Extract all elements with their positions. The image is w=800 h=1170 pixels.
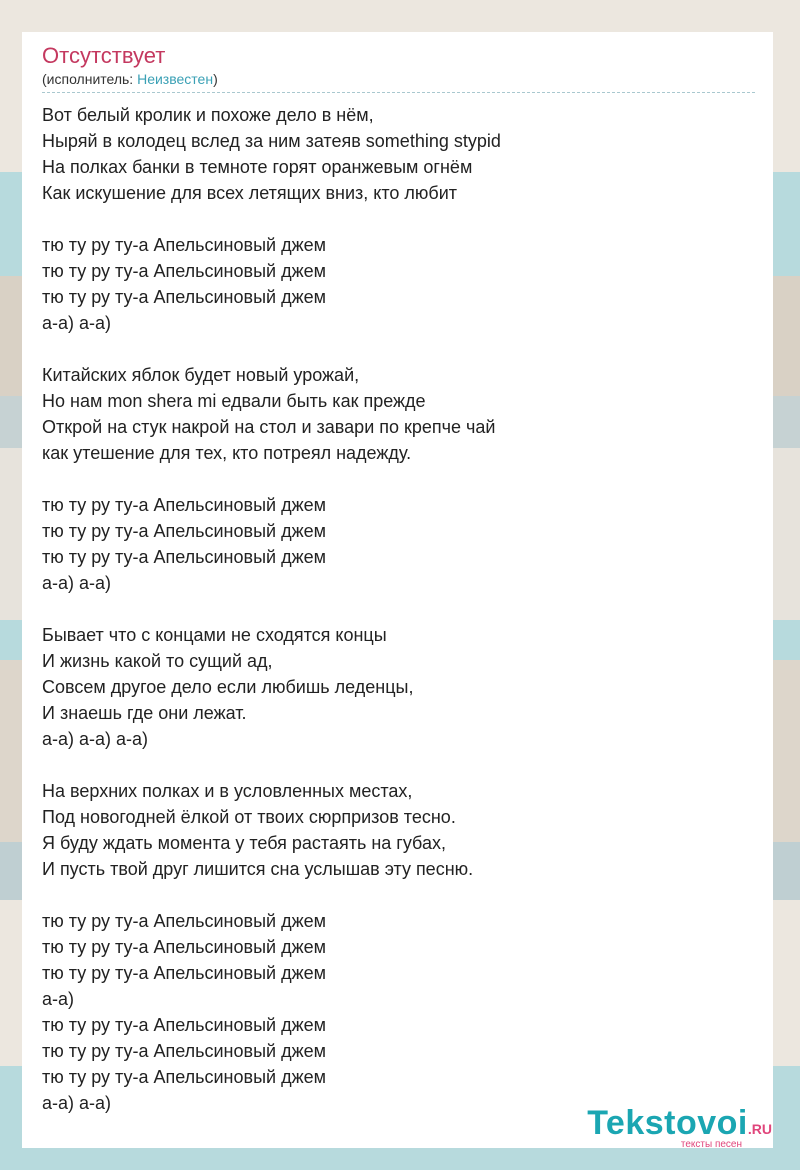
lyric-line: Открой на стук накрой на стол и завари по крепче чай xyxy=(42,417,496,437)
lyric-line: Китайских яблок будет новый урожай, xyxy=(42,365,360,385)
stanza-gap xyxy=(42,596,753,622)
lyric-line: тю ту ру ту-а Апельсиновый джем xyxy=(42,937,326,957)
stanza-gap xyxy=(42,336,753,362)
lyric-line: И жизнь какой то сущий ад, xyxy=(42,651,273,671)
stanza-gap xyxy=(42,752,753,778)
lyric-line: а-а) xyxy=(42,989,75,1009)
artist-link[interactable]: Неизвестен xyxy=(137,71,214,87)
lyric-line: Совсем другое дело если любишь леденцы, xyxy=(42,677,414,697)
lyric-line: тю ту ру ту-а Апельсиновый джем xyxy=(42,1015,326,1035)
lyric-line: И знаешь где они лежат. xyxy=(42,703,247,723)
lyric-line: а-а) а-а) а-а) xyxy=(42,729,149,749)
lyric-line: а-а) а-а) xyxy=(42,573,112,593)
lyric-line: тю ту ру ту-а Апельсиновый джем xyxy=(42,287,326,307)
lyric-line: как утешение для тех, кто потреял надежду. xyxy=(42,443,412,463)
lyrics-body xyxy=(42,102,753,1116)
lyric-line: Бывает что с концами не сходятся концы xyxy=(42,625,387,645)
lyric-line: тю ту ру ту-а Апельсиновый джем xyxy=(42,547,326,567)
lyric-line: Под новогодней ёлкой от твоих сюрпризов тесно. xyxy=(42,807,456,827)
meta-prefix: (исполнитель: xyxy=(42,71,138,87)
logo-tagline: тексты песен xyxy=(680,1139,742,1150)
song-title: Отсутствует xyxy=(42,43,166,68)
stanza-gap xyxy=(42,882,753,908)
lyric-line: а-а) а-а) xyxy=(42,1093,112,1113)
lyric-line: тю ту ру ту-а Апельсиновый джем xyxy=(42,963,326,983)
lyric-line: тю ту ру ту-а Апельсиновый джем xyxy=(42,911,326,931)
lyric-line: тю ту ру ту-а Апельсиновый джем xyxy=(42,261,326,281)
lyrics-sheet xyxy=(22,32,773,1148)
stanza-gap xyxy=(42,206,753,232)
meta-suffix: ) xyxy=(213,71,218,87)
lyric-line: тю ту ру ту-а Апельсиновый джем xyxy=(42,1041,326,1061)
lyric-line: На полках банки в темноте горят оранжевым огнём xyxy=(42,157,473,177)
logo-tld: .RU xyxy=(747,1121,772,1137)
lyric-line: тю ту ру ту-а Апельсиновый джем xyxy=(42,235,326,255)
lyric-line: тю ту ру ту-а Апельсиновый джем xyxy=(42,521,326,541)
song-meta xyxy=(42,70,755,93)
lyric-line: Как искушение для всех летящих вниз, кто любит xyxy=(42,183,458,203)
lyric-line: тю ту ру ту-а Апельсиновый джем xyxy=(42,495,326,515)
lyric-line: Вот белый кролик и похоже дело в нём, xyxy=(42,105,374,125)
lyric-line: Я буду ждать момента у тебя растаять на губах, xyxy=(42,833,446,853)
stanza-gap xyxy=(42,466,753,492)
lyric-line: а-а) а-а) xyxy=(42,313,112,333)
lyric-line: Но нам mon shera mi едвали быть как прежде xyxy=(42,391,426,411)
lyric-line: тю ту ру ту-а Апельсиновый джем xyxy=(42,1067,326,1087)
lyric-line: Ныряй в колодец вслед за ним затеяв something stypid xyxy=(42,131,501,151)
site-logo[interactable] xyxy=(587,1106,772,1150)
logo-name: Tekstovoi xyxy=(587,1104,748,1142)
lyric-line: И пусть твой друг лишится сна услышав эту песню. xyxy=(42,859,474,879)
lyric-line: На верхних полках и в условленных местах, xyxy=(42,781,413,801)
